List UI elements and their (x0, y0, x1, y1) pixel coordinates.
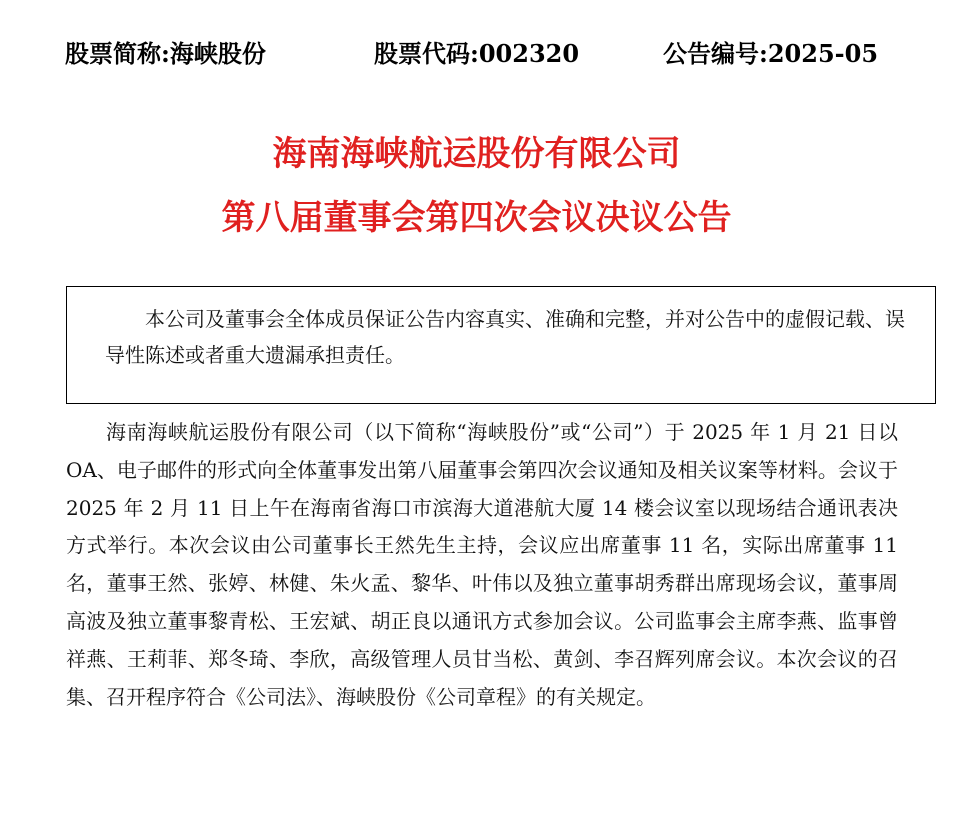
stock-code: 股票代码:002320 (374, 39, 580, 68)
company-name-title: 海南海峡航运股份有限公司 (272, 134, 681, 174)
announcement-title: 第八届董事会第四次会议决议公告 (221, 198, 732, 238)
stock-abbreviation: 股票简称:海峡股份 (65, 39, 266, 68)
announcement-header (0, 38, 953, 74)
disclaimer-text: 本公司及董事会全体成员保证公告内容真实、准确和完整，并对公告中的虚假记载、误导性陈述或者重大遗漏承担责任。 (105, 307, 905, 367)
announcement-number: 公告编号:2025-05 (663, 39, 879, 68)
disclaimer-box (66, 286, 936, 404)
body-paragraph: 海南海峡航运股份有限公司（以下简称“海峡股份”或“公司”）于 2025 年 1 月 21 日以 OA、电子邮件的形式向全体董事发出第八届董事会第四次会议通知及相关议案等材料。会议于 2025 年 2 月 11 日上午在海南省海口市滨海大道港航大厦 14 楼会议室以现场结合通讯表决方式举行。本次会议由公司董事长王然先生主持，会议应出席董事 11 名，实际出席董事 11 名，董事王然、张婷、林健、朱火孟、黎华、叶伟以及独立董事胡秀群出席现场会议，董事周高波及独立董事黎青松、王宏斌、胡正良以通讯方式参加会议。公司监事会主席李燕、监事曾祥燕、王莉菲、郑冬琦、李欣，高级管理人员甘当松、黄剑、李召辉列席会议。本次会议的召集、召开程序符合《公司法》、海峡股份《公司章程》的有关规定。 (66, 420, 898, 709)
